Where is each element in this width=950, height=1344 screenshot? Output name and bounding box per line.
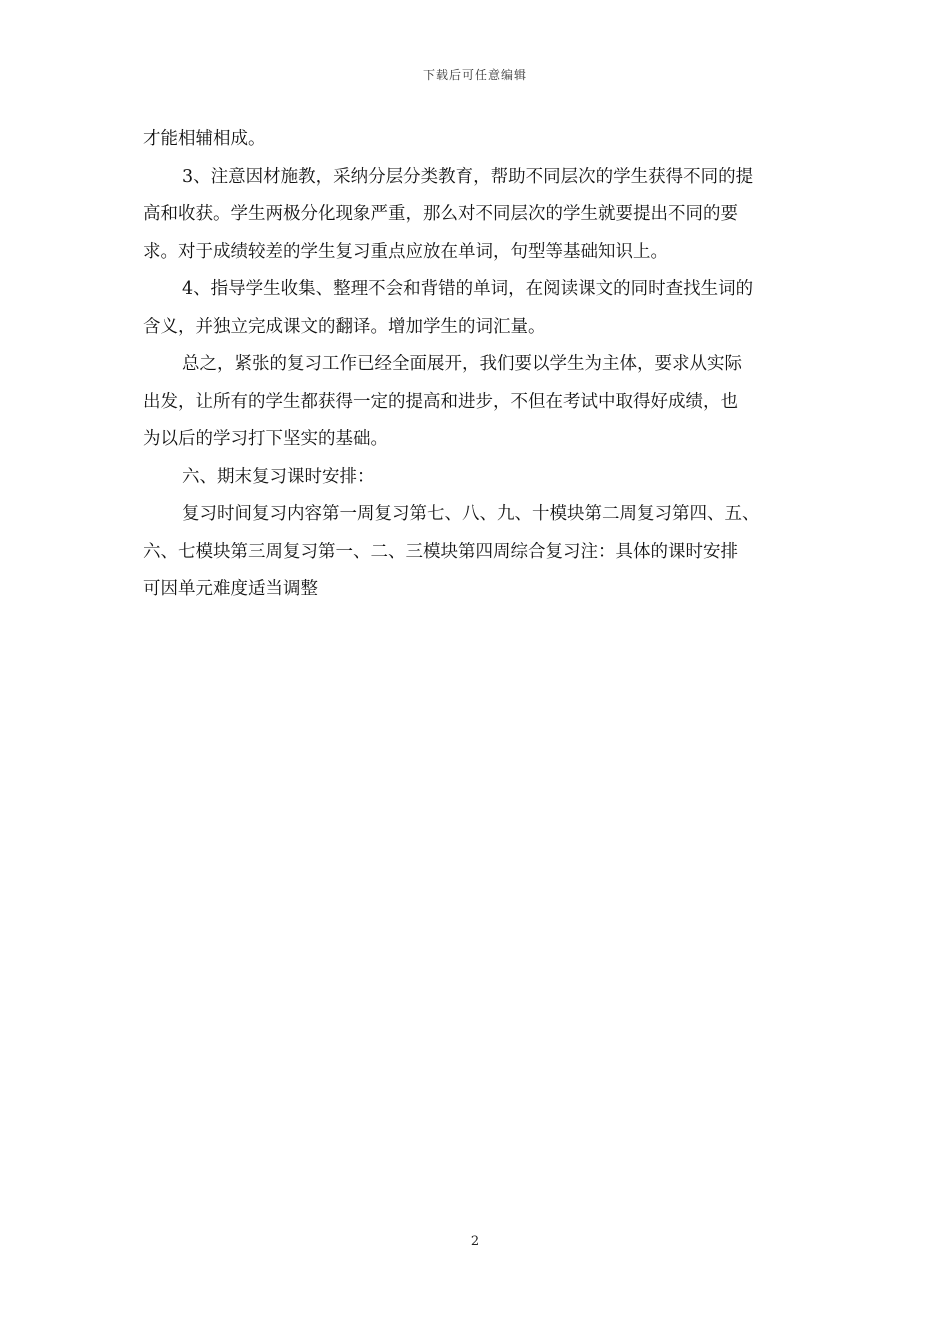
page-number: 2 [470, 1234, 480, 1249]
page-header: 下载后可任意编辑 [422, 68, 527, 82]
paragraph-line: 复习时间复习内容第一周复习第七、八、九、十模块第二周复习第四、五、 [182, 504, 760, 524]
paragraph-line: 3、注意因材施教，采纳分层分类教育，帮助不同层次的学生获得不同的提 [182, 166, 754, 187]
section-heading: 六、期末复习课时安排： [182, 466, 375, 487]
paragraph-line: 才能相辅相成。 [143, 129, 266, 149]
paragraph-line: 求。对于成绩较差的学生复习重点应放在单词，句型等基础知识上。 [143, 241, 668, 262]
paragraph-line: 为以后的学习打下坚实的基础。 [143, 429, 388, 449]
paragraph-line: 可因单元难度适当调整 [143, 579, 318, 599]
paragraph-line: 4、指导学生收集、整理不会和背错的单词，在阅读课文的同时查找生词的 [182, 279, 754, 299]
paragraph-line: 含义，并独立完成课文的翻译。增加学生的词汇量。 [143, 316, 546, 337]
document-body [143, 121, 811, 609]
paragraph-line: 高和收获。学生两极分化现象严重，那么对不同层次的学生就要提出不同的要 [143, 204, 738, 224]
paragraph-line: 六、七模块第三周复习第一、二、三模块第四周综合复习注：具体的课时安排 [143, 541, 738, 562]
paragraph-line: 出发，让所有的学生都获得一定的提高和进步，不但在考试中取得好成绩，也 [143, 391, 738, 412]
paragraph-line: 总之，紧张的复习工作已经全面展开，我们要以学生为主体，要求从实际 [182, 354, 742, 374]
